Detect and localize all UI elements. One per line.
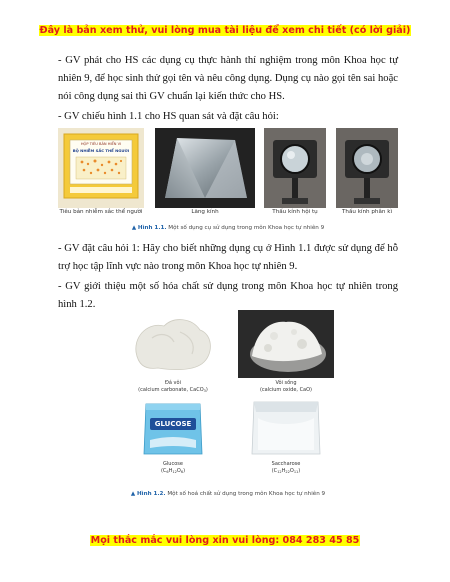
limestone-image [130, 312, 216, 378]
caption-triangle-icon: ▲ [131, 225, 137, 231]
limestone-formula: (calcium carbonate, CaCO$_3$) [138, 386, 208, 393]
label-diverging-lens: Thấu kính phân kì [341, 209, 393, 215]
figure-1-2-caption [116, 491, 340, 497]
limestone-name: Đá vôi [165, 380, 181, 386]
slide-box-subtitle: BỘ NHIỄM SẮC THỂ NGƯỜI [72, 148, 130, 153]
figure-1-1-number: Hình 1.1. [137, 225, 167, 231]
paragraph-chemicals-intro: - GV giới thiệu một số hóa chất sử dụng trong môn Khoa học tự nhiên trong hình 1.2. [58, 281, 398, 310]
glucose-formula: $(C_6H_{12}O_6)$ [160, 467, 186, 474]
chromosome-slide-box-image [58, 128, 144, 208]
slide-box-title: HỘP TIÊU BẢN HIỂN VI [80, 142, 122, 146]
caption-triangle-icon: ▲ [130, 491, 136, 497]
label-saccharose [236, 461, 336, 474]
prism-image [155, 128, 255, 208]
figure-1-1-caption-text: Một số dụng cụ sử dụng trong môn Khoa học tự nhiên 9 [168, 225, 325, 231]
paragraph-tools-intro: - GV phát cho HS các dụng cụ thực hành thí nghiệm trong môn Khoa học tự nhiên 9, để học sinh thử gọi tên và nêu công dụng. Dụng cụ nào gọi tên sai hoặc nói công dụng sai thì GV chuẩn lại kiến thức cho HS. [58, 55, 398, 102]
saccharose-name: Saccharose [271, 461, 301, 467]
label-glucose [126, 461, 220, 474]
figure-1-2 [116, 308, 340, 496]
figure-1-1 [58, 128, 398, 236]
figure-1-2-number: Hình 1.2. [137, 491, 166, 497]
glucose-name: Glucose [163, 461, 183, 467]
label-chromosome-slide: Tiêu bản nhiễm sắc thể người [59, 209, 143, 215]
contact-text: Mọi thắc mắc vui lòng xin vui lòng: 084 283 45 85 [90, 535, 360, 546]
figure-1-2-caption-text: Một số hoá chất sử dụng trong môn Khoa học tự nhiên 9 [167, 491, 326, 497]
saccharose-formula: $(C_{12}H_{22}O_{11})$ [271, 467, 301, 474]
saccharose-bag-image [246, 398, 326, 458]
preview-notice-text: Đây là bản xem thử, vui lòng mua tài liệu để xem chi tiết (có lời giải) [39, 25, 411, 36]
preview-notice-banner [0, 25, 450, 36]
diverging-lens-image [336, 128, 398, 208]
glucose-bag-image [136, 400, 210, 458]
paragraph-show-figure: - GV chiếu hình 1.1 cho HS quan sát và đặt câu hỏi: [58, 111, 279, 122]
quicklime-formula: (calcium oxide, CaO) [259, 386, 313, 393]
quicklime-name: Vôi sống [275, 380, 297, 386]
quicklime-image [238, 310, 334, 378]
label-quicklime [236, 380, 336, 393]
label-converging-lens: Thấu kính hội tụ [272, 209, 318, 215]
converging-lens-image [264, 128, 326, 208]
glucose-bag-label: GLUCOSE [154, 420, 192, 428]
contact-banner [0, 535, 450, 546]
paragraph-question-1: - GV đặt câu hỏi 1: Hãy cho biết những dụng cụ ở Hình 1.1 được sử dụng để hỗ trợ học tập lĩnh vực nào trong môn Khoa học tự nhiên 9. [58, 243, 398, 272]
label-prism: Lăng kính [191, 209, 219, 215]
figure-1-1-caption [58, 225, 398, 231]
label-limestone [126, 380, 220, 393]
